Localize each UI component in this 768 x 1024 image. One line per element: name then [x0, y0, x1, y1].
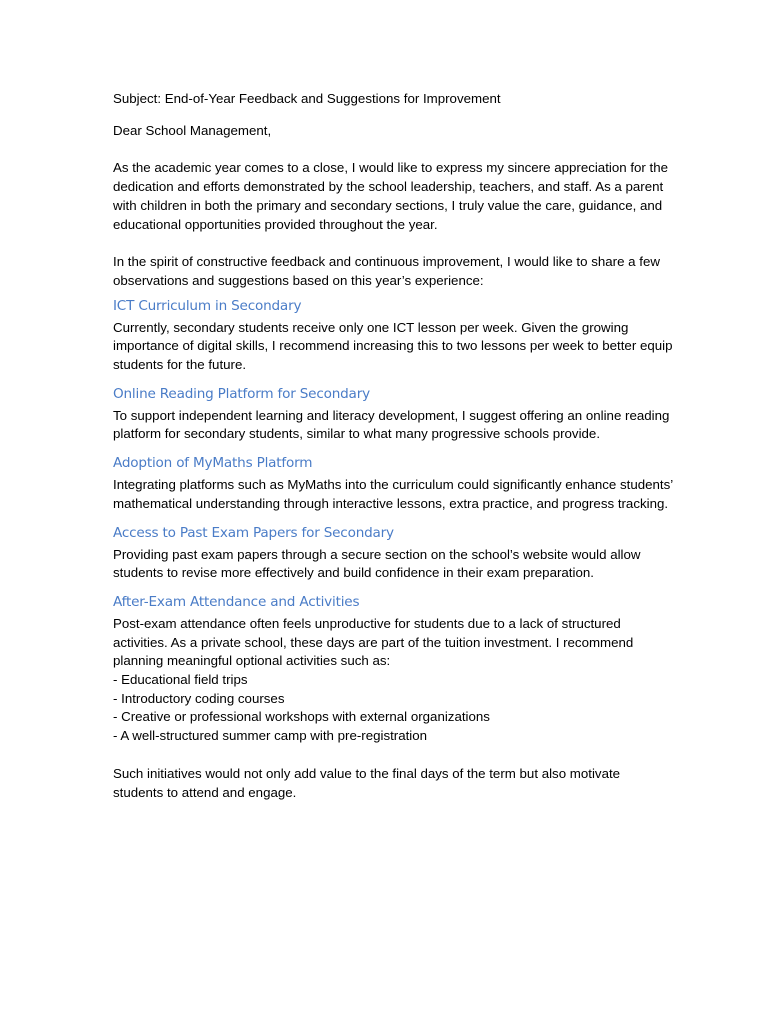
list-item: - A well-structured summer camp with pre-registration: [113, 728, 428, 744]
section-heading: ICT Curriculum in Secondary: [113, 297, 302, 314]
section-mymaths: [113, 454, 673, 513]
section-heading: Access to Past Exam Papers for Secondary: [113, 524, 394, 541]
section-after-exam: [113, 593, 673, 746]
intro-paragraph-2: In the spirit of constructive feedback and continuous improvement, I would like to share a few observations and suggestions based on this year’s experience:: [113, 254, 660, 288]
section-paragraph: Providing past exam papers through a secure section on the school’s website would allow students to revise more effectively and build confidence in their exam preparation.: [113, 546, 641, 581]
section-heading: Online Reading Platform for Secondary: [113, 385, 370, 402]
section-online-reading: [113, 385, 673, 444]
section-heading: After-Exam Attendance and Activities: [113, 593, 360, 610]
section-ict-curriculum: [113, 297, 673, 375]
intro-paragraph-1: As the academic year comes to a close, I would like to express my sincere appreciation for the dedication and efforts demonstrated by the school leadership, teachers, and staff. As a parent with children in both the primary and secondary sections, I truly value the care, guidance, and educational opportunities provided throughout the year.: [113, 160, 669, 232]
list-item: - Educational field trips: [113, 672, 248, 688]
letter-body: [113, 90, 673, 802]
section-paragraph: Integrating platforms such as MyMaths into the curriculum could significantly enhance students’ mathematical understanding through interactive lessons, extra practice, and progress tracking.: [113, 477, 673, 511]
activity-list: [113, 671, 673, 746]
list-item: - Creative or professional workshops with external organizations: [113, 709, 490, 725]
section-paragraph: To support independent learning and literacy development, I suggest offering an online reading platform for secondary students, similar to what many progressive schools provide.: [113, 407, 670, 442]
section-heading: Adoption of MyMaths Platform: [113, 455, 313, 472]
closing-paragraph: Such initiatives would not only add value to the final days of the term but also motivate students to attend and engage.: [113, 765, 621, 800]
list-item: - Introductory coding courses: [113, 690, 285, 706]
subject-line: Subject: End-of-Year Feedback and Suggestions for Improvement: [113, 91, 501, 106]
section-paragraph: Post-exam attendance often feels unproductive for students due to a lack of structured activities. As a private school, these days are part of the tuition investment. I recommend planning meaningful optional activities such as:: [113, 615, 634, 669]
salutation: Dear School Management,: [113, 122, 272, 138]
section-past-exam-papers: [113, 524, 673, 583]
section-paragraph: Currently, secondary students receive only one ICT lesson per week. Given the growing importance of digital skills, I recommend increasing this to two lessons per week to better equip students for the future.: [113, 319, 673, 373]
